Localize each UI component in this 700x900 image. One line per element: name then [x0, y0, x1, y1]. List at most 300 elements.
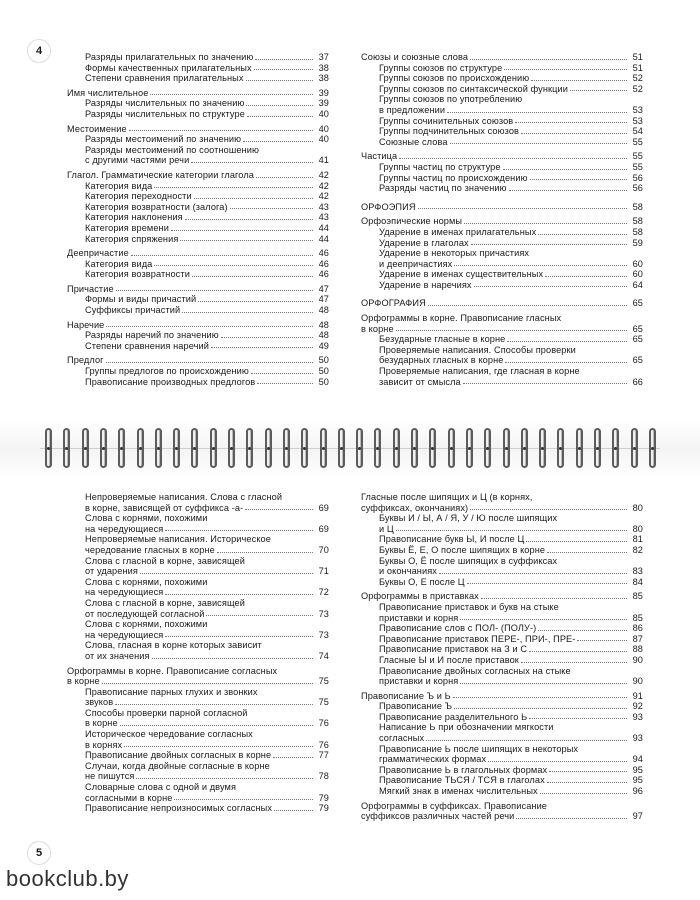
dot-leader	[211, 347, 313, 348]
dot-leader	[247, 116, 313, 117]
toc-entry-title: Безударные гласные в корне	[379, 334, 506, 345]
dot-leader	[540, 793, 627, 794]
toc-entry	[67, 492, 329, 503]
toc-entry-page: 40	[318, 123, 329, 134]
toc-entry-title: от последующей согласной	[85, 608, 205, 619]
toc-entry-title: Разряды частиц по значению	[379, 183, 507, 194]
dot-leader	[509, 190, 627, 191]
toc-entry-page: 79	[318, 803, 329, 814]
toc-entry-page: 95	[632, 775, 643, 786]
toc-entry	[67, 793, 329, 804]
toc-entry	[361, 63, 643, 74]
toc-entry	[67, 803, 329, 814]
dot-leader	[453, 697, 627, 698]
toc-entry	[361, 691, 643, 702]
toc-entry-page: 54	[632, 126, 643, 137]
toc-entry	[67, 545, 329, 556]
toc-entry-page: 51	[632, 62, 643, 73]
toc-entry-title: на чередующиеся	[85, 629, 164, 640]
spiral-binding	[0, 420, 700, 478]
toc-entry-title: Группы союзов по происхождению	[379, 73, 530, 84]
toc-entry	[361, 744, 643, 755]
dot-leader	[530, 179, 627, 180]
toc-entry-title: Ударение в именах прилагательных	[379, 226, 537, 237]
dot-leader	[243, 141, 313, 142]
toc-entry	[67, 619, 329, 630]
toc-entry	[67, 651, 329, 662]
toc-entry	[361, 676, 643, 687]
toc-entry-page: 86	[632, 623, 643, 634]
toc-entry-title: Слова с корнями, похожими	[85, 576, 208, 587]
toc-entry-title: Деепричастие	[67, 248, 129, 259]
binding-ring	[503, 428, 510, 468]
toc-entry	[67, 377, 329, 388]
toc-entry-title: Разряды местоимений по значению	[85, 134, 242, 145]
toc-entry	[67, 109, 329, 120]
dot-leader	[221, 337, 313, 338]
binding-ring	[191, 428, 198, 468]
toc-entry-title: Группы частиц по структуре	[379, 161, 501, 172]
toc-entry	[67, 124, 329, 135]
toc-entry	[67, 366, 329, 377]
dot-leader	[194, 198, 313, 199]
toc-entry-page: 65	[632, 323, 643, 334]
toc-entry-page: 92	[632, 701, 643, 712]
toc-entry	[67, 771, 329, 782]
dot-leader	[454, 265, 627, 266]
toc-entry	[361, 151, 643, 162]
toc-entry	[67, 740, 329, 751]
toc-entry-title: Категория наклонения	[85, 212, 183, 223]
toc-entry-title: Непроверяемые написания. Историческое	[85, 534, 271, 545]
dot-leader	[428, 305, 627, 306]
dot-leader	[515, 122, 627, 123]
toc-entry-title: и деепричастиях	[379, 258, 453, 269]
toc-entry-page: 48	[318, 305, 329, 316]
toc-entry-page: 60	[632, 269, 643, 280]
dot-leader	[254, 69, 313, 70]
toc-entry-title: от их значения	[85, 650, 150, 661]
toc-entry-page: 76	[318, 718, 329, 729]
toc-entry	[361, 701, 643, 712]
toc-entry	[67, 269, 329, 280]
binding-ring	[265, 428, 272, 468]
toc-entry	[361, 116, 643, 127]
toc-entry-title: Формы качественных прилагательных	[85, 62, 252, 73]
toc-entry-page: 42	[318, 169, 329, 180]
dot-leader	[399, 158, 627, 159]
toc-entry-page: 85	[632, 591, 643, 602]
toc-entry	[67, 729, 329, 740]
toc-entry	[361, 566, 643, 577]
toc-entry-page: 56	[632, 183, 643, 194]
toc-entry-title: Категория спряжения	[85, 233, 179, 244]
toc-entry-page: 82	[632, 544, 643, 555]
toc-entry-page: 73	[318, 629, 329, 640]
toc-entry	[361, 513, 643, 524]
toc-entry-page: 91	[632, 690, 643, 701]
toc-entry-title: Правописание разделительного Ь	[379, 711, 528, 722]
toc-entry-title: Разряды числительных по структуре	[85, 108, 245, 119]
toc-entry-title: Словарные слова с одной и двумя	[85, 782, 237, 793]
toc-entry	[67, 355, 329, 366]
toc-entry-title: Ударение в именах существительных	[379, 269, 544, 280]
dot-leader	[547, 552, 627, 553]
toc-entry	[67, 503, 329, 514]
toc-entry-page: 77	[318, 750, 329, 761]
toc-entry-title: ОРФОЭПИЯ	[361, 201, 416, 212]
toc-entry-page: 72	[318, 587, 329, 598]
toc-entry-page: 84	[632, 576, 643, 587]
toc-entry-title: Буквы О, Е после Ц	[379, 576, 465, 587]
toc-entry-title: Случаи, когда двойные согласные в корне	[85, 760, 270, 771]
toc-entry	[361, 545, 643, 556]
toc-entry	[361, 173, 643, 184]
toc-entry	[361, 655, 643, 666]
dot-leader	[507, 341, 627, 342]
toc-entry	[67, 566, 329, 577]
toc-entry-page: 49	[318, 340, 329, 351]
dot-leader	[549, 771, 627, 772]
toc-entry	[67, 284, 329, 295]
toc-entry-page: 47	[318, 294, 329, 305]
dot-leader	[426, 740, 627, 741]
toc-entry	[67, 73, 329, 84]
toc-entry-page: 38	[318, 62, 329, 73]
toc-entry-page: 46	[318, 269, 329, 280]
toc-entry-page: 65	[632, 298, 643, 309]
toc-entry	[67, 782, 329, 793]
toc-entry	[361, 52, 643, 63]
binding-ring	[338, 428, 345, 468]
toc-entry-title: приставки и корня	[379, 612, 459, 623]
toc-entry-page: 46	[318, 258, 329, 269]
toc-entry-page: 37	[318, 52, 329, 62]
toc-entry-title: грамматических формах	[379, 754, 487, 765]
toc-entry-title: Разряды прилагательных по значению	[85, 52, 254, 62]
toc-entry-page: 97	[632, 811, 643, 822]
toc-entry-title: Правописание приставок и букв на стыке	[379, 601, 559, 612]
toc-entry-page: 58	[632, 216, 643, 227]
toc-entry	[361, 126, 643, 137]
toc-entry-title: от ударения	[85, 566, 138, 577]
dot-leader	[230, 208, 313, 209]
dot-leader	[165, 594, 313, 595]
toc-entry-title: суффиксов различных частей речи	[361, 811, 515, 822]
toc-entry-title: ОРФОГРАФИЯ	[361, 298, 426, 309]
toc-entry-page: 95	[632, 764, 643, 775]
toc-entry	[361, 602, 643, 613]
toc-entry-page: 44	[318, 222, 329, 233]
dot-leader	[256, 177, 313, 178]
toc-entry	[67, 598, 329, 609]
toc-entry	[67, 320, 329, 331]
toc-entry-page: 65	[632, 355, 643, 366]
binding-ring	[246, 428, 253, 468]
toc-right-column	[361, 52, 643, 387]
toc-entry-title: Правописание слов с ПОЛ- (ПОЛУ-)	[379, 623, 537, 634]
toc-entry-title: в корне	[67, 676, 100, 687]
toc-entry	[361, 183, 643, 194]
toc-entry	[361, 280, 643, 291]
toc-entry-title: на чередующиеся	[85, 523, 164, 534]
toc-entry-title: Буквы И / Ы, А / Я, У / Ю после шипящих	[379, 513, 558, 524]
toc-entry	[67, 305, 329, 316]
toc-entry-page: 75	[318, 697, 329, 708]
toc-entry	[361, 334, 643, 345]
toc-entry-page: 44	[318, 233, 329, 244]
toc-entry	[67, 248, 329, 259]
binding-ring	[557, 428, 564, 468]
toc-entry	[361, 666, 643, 677]
toc-entry-page: 90	[632, 676, 643, 687]
toc-entry-title: Орфограммы в корне. Правописание гласных	[361, 313, 562, 324]
toc-entry	[361, 786, 643, 797]
toc-entry-page: 52	[632, 83, 643, 94]
toc-entry-title: и Ц	[379, 523, 394, 534]
toc-entry-title: в корне, зависящей от суффикса -а-	[85, 502, 244, 513]
dot-leader	[504, 69, 627, 70]
toc-entry-title: Группы частиц по происхождению	[379, 172, 528, 183]
toc-entry-page: 42	[318, 191, 329, 202]
toc-entry-page: 93	[632, 733, 643, 744]
binding-ring	[612, 428, 619, 468]
toc-entry	[361, 105, 643, 116]
toc-entry-title: Группы союзов по синтаксической функции	[379, 83, 568, 94]
toc-entry	[67, 761, 329, 772]
toc-entry-title: в предложении	[379, 104, 446, 115]
toc-entry	[67, 556, 329, 567]
dot-leader	[454, 708, 627, 709]
dot-leader	[463, 383, 627, 384]
toc-entry-title: в корне	[361, 323, 394, 334]
toc-entry-page: 50	[318, 366, 329, 377]
toc-entry	[67, 666, 329, 677]
toc-entry	[67, 191, 329, 202]
toc-entry-title: согласными в корне	[85, 792, 173, 803]
dot-leader	[140, 573, 313, 574]
dot-leader	[538, 234, 627, 235]
dot-leader	[165, 530, 313, 531]
dot-leader	[460, 683, 627, 684]
toc-entry-title: Правописание Ъ	[379, 701, 453, 712]
toc-entry	[361, 313, 643, 324]
toc-entry-page: 96	[632, 786, 643, 797]
toc-entry-page: 39	[318, 98, 329, 109]
binding-ring	[100, 428, 107, 468]
dot-leader	[545, 276, 627, 277]
toc-entry-page: 43	[318, 212, 329, 223]
dot-leader	[246, 80, 313, 81]
toc-entry-title: Разряды числительных по значению	[85, 98, 245, 109]
toc-entry-page: 42	[318, 180, 329, 191]
toc-entry	[361, 259, 643, 270]
dot-leader	[418, 208, 627, 209]
toc-entry	[361, 634, 643, 645]
binding-ring	[173, 428, 180, 468]
binding-crease	[40, 448, 660, 449]
dot-leader	[174, 799, 313, 800]
toc-entry	[361, 298, 643, 309]
toc-entry-title: Правописание двойных согласных на стыке	[379, 665, 571, 676]
toc-entry-title: звуков	[85, 697, 114, 708]
toc-entry-page: 58	[632, 226, 643, 237]
toc-entry-page: 55	[632, 161, 643, 172]
binding-ring	[63, 428, 70, 468]
toc-entry-title: согласных	[379, 733, 425, 744]
toc-entry	[361, 73, 643, 84]
toc-entry	[67, 52, 329, 63]
toc-entry	[67, 577, 329, 588]
toc-entry	[361, 238, 643, 249]
toc-entry	[361, 534, 643, 545]
toc-entry-page: 60	[632, 258, 643, 269]
toc-entry-page: 56	[632, 172, 643, 183]
dot-leader	[474, 286, 627, 287]
toc-entry-title: Гласные Ы и И после приставок	[379, 654, 519, 665]
toc-entry-title: Категория возвратности (залога)	[85, 201, 228, 212]
toc-entry-page: 58	[632, 201, 643, 212]
dot-leader	[570, 90, 627, 91]
toc-entry-title: суффиксах, окончаниях)	[361, 502, 469, 513]
toc-entry-title: Наречие	[67, 319, 105, 330]
toc-entry-title: Написание Ь при обозначении мягкости	[379, 722, 554, 733]
dot-leader	[106, 362, 313, 363]
dot-leader	[206, 615, 313, 616]
toc-entry-title: Правописание Ь после шипящих в некоторых	[379, 743, 579, 754]
toc-entry-title: Категория возвратности	[85, 269, 190, 280]
toc-entry-page: 55	[632, 136, 643, 147]
dot-leader	[124, 746, 313, 747]
toc-entry	[67, 708, 329, 719]
toc-entry	[361, 324, 643, 335]
toc-entry-title: Глагол. Грамматические категории глагола	[67, 169, 254, 180]
toc-entry	[361, 613, 643, 624]
toc-entry	[67, 145, 329, 156]
toc-left-column	[67, 492, 329, 814]
dot-leader	[198, 301, 313, 302]
site-watermark: bookclub.by	[6, 866, 129, 891]
dot-leader	[251, 373, 313, 374]
toc-entry	[361, 345, 643, 356]
dot-leader	[439, 573, 627, 574]
toc-entry-title: Буквы Ё, Е, О после шипящих в корне	[379, 544, 546, 555]
toc-entry-title: Слова, гласная в корне которых зависит	[85, 640, 262, 651]
binding-ring	[82, 428, 89, 468]
toc-entry	[361, 754, 643, 765]
toc-entry	[67, 63, 329, 74]
binding-ring	[631, 428, 638, 468]
dot-leader	[521, 662, 627, 663]
binding-ring	[228, 428, 235, 468]
dot-leader	[396, 330, 627, 331]
toc-left-column	[67, 52, 329, 387]
dot-leader	[460, 619, 627, 620]
dot-leader	[150, 94, 313, 95]
toc-entry-title: Правописание Ь в глагольных формах	[379, 764, 548, 775]
dot-leader	[136, 778, 313, 779]
toc-entry-page: 43	[318, 201, 329, 212]
dot-leader	[470, 59, 627, 60]
binding-ring	[429, 428, 436, 468]
toc-entry	[67, 587, 329, 598]
toc-entry-title: Группы союзов по структуре	[379, 62, 503, 73]
dot-leader	[217, 552, 313, 553]
toc-entry	[67, 234, 329, 245]
binding-ring	[521, 428, 528, 468]
toc-entry	[361, 248, 643, 259]
toc-entry-title: Правописание парных глухих и звонких	[85, 686, 258, 697]
toc-entry	[67, 98, 329, 109]
toc-entry-title: Местоимение	[67, 123, 127, 134]
binding-ring	[484, 428, 491, 468]
dot-leader	[180, 240, 313, 241]
binding-ring	[118, 428, 125, 468]
toc-entry	[361, 137, 643, 148]
dot-leader	[106, 326, 313, 327]
toc-entry-title: в корнях	[85, 739, 123, 750]
toc-entry-page: 50	[318, 376, 329, 387]
toc-entry-page: 69	[318, 502, 329, 513]
binding-ring	[320, 428, 327, 468]
toc-entry-title: Орфограммы в суффиксах. Правописание	[361, 800, 548, 811]
binding-ring	[283, 428, 290, 468]
dot-leader	[120, 725, 313, 726]
toc-entry-title: Правописание производных предлогов	[85, 376, 256, 387]
dot-leader	[481, 598, 627, 599]
toc-entry-title: Правописание непроизносимых согласных	[85, 803, 273, 814]
toc-entry-page: 52	[632, 73, 643, 84]
toc-entry-title: Суффиксы причастий	[85, 305, 181, 316]
toc-entry-page: 76	[318, 739, 329, 750]
toc-entry	[361, 216, 643, 227]
binding-ring	[301, 428, 308, 468]
toc-entry-title: в корне	[85, 718, 118, 729]
dot-leader	[516, 818, 627, 819]
dot-leader	[191, 162, 313, 163]
dot-leader	[165, 636, 313, 637]
dot-leader	[447, 112, 627, 113]
toc-entry-title: безударных гласных в корне	[379, 355, 504, 366]
toc-entry-title: Орфограммы в корне. Правописание согласных	[67, 665, 278, 676]
toc-entry	[67, 676, 329, 687]
toc-entry-title: Категория переходности	[85, 191, 192, 202]
toc-entry-page: 48	[318, 319, 329, 330]
binding-ring	[356, 428, 363, 468]
toc-entry-title: Мягкий знак в именах числительных	[379, 786, 538, 797]
dot-leader	[154, 187, 313, 188]
toc-entry-page: 90	[632, 654, 643, 665]
toc-entry-title: Формы и виды причастий	[85, 294, 197, 305]
toc-entry-page: 70	[318, 544, 329, 555]
dot-leader	[471, 244, 627, 245]
dot-leader	[102, 683, 313, 684]
toc-entry	[361, 355, 643, 366]
dot-leader	[488, 761, 627, 762]
page-number: 4	[28, 40, 50, 62]
binding-ring	[210, 428, 217, 468]
toc-entry	[361, 227, 643, 238]
toc-entry-title: зависит от смысла	[379, 376, 461, 387]
toc-entry	[67, 750, 329, 761]
toc-entry	[361, 94, 643, 105]
toc-right-column	[361, 492, 643, 822]
toc-entry-title: Гласные после шипящих и Ц (в корнях,	[361, 492, 533, 502]
toc-entry	[67, 524, 329, 535]
toc-entry-title: на чередующиеся	[85, 587, 164, 598]
binding-ring	[466, 428, 473, 468]
toc-entry	[361, 577, 643, 588]
